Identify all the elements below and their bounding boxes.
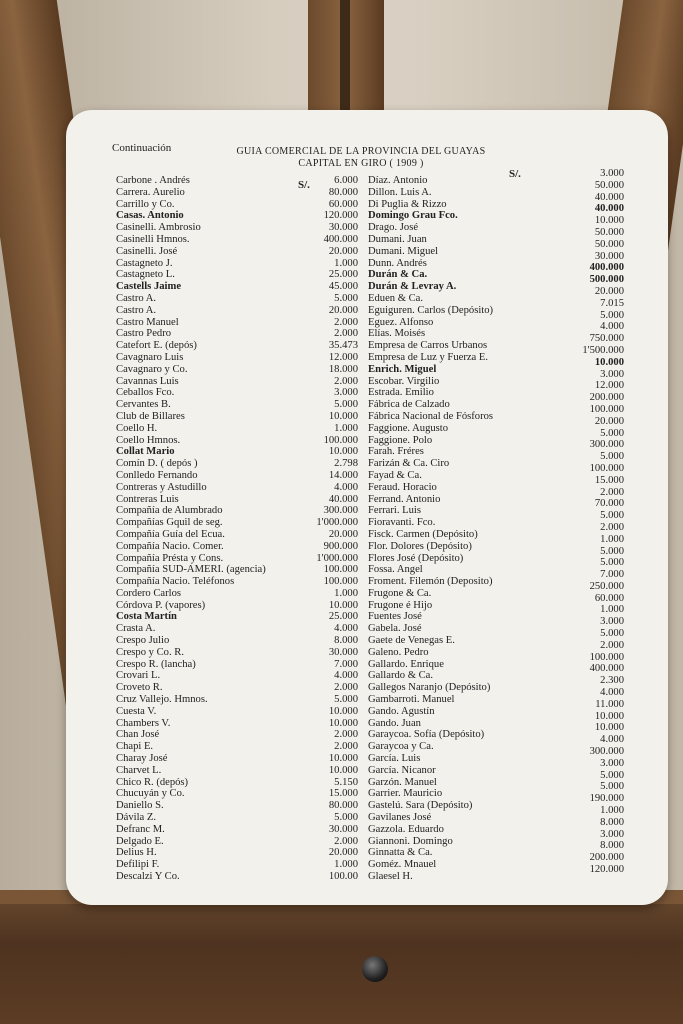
entry-name: Coello Hmnos. [116, 434, 181, 446]
entry-value: 15.000 [328, 788, 358, 800]
entry-name: Gallardo. Enrique [368, 658, 444, 670]
entry-value: 80.000 [328, 800, 358, 812]
entry-name: Casinelli. Ambrosio [116, 222, 201, 234]
column-2-values [550, 168, 624, 876]
entry-value: 120.000 [323, 210, 358, 222]
entry-value: 5.000 [600, 510, 624, 522]
entry-value: 10.000 [328, 764, 358, 776]
entry-name: Eguez. Alfonso [368, 316, 434, 328]
entry-value: 1.000 [334, 422, 358, 434]
entry-value: 300.000 [589, 746, 624, 758]
entry-value: 40.000 [328, 493, 358, 505]
entry-name: Ceballos Fco. [116, 387, 175, 399]
column-1-values [298, 175, 358, 883]
entry-value: 25.000 [328, 269, 358, 281]
entry-value: 5.000 [334, 694, 358, 706]
entry-value: 45.000 [328, 281, 358, 293]
entry-value: 1'500.000 [582, 344, 624, 356]
entry-value: 3.000 [600, 616, 624, 628]
entry-value: 5.000 [600, 557, 624, 569]
entry-value: 2.000 [334, 328, 358, 340]
entry-value: 400.000 [589, 262, 624, 274]
entry-value: 5.000 [334, 399, 358, 411]
entry-name: Compañía Préstа y Cons. [116, 552, 224, 564]
entry-value: 100.000 [589, 462, 624, 474]
entry-value: 50.000 [594, 238, 624, 250]
entry-value: 5.000 [600, 309, 624, 321]
entry-value: 900.000 [323, 540, 358, 552]
entry-name: Carrera. Aurelio [116, 186, 185, 198]
entry-value: 5.000 [600, 451, 624, 463]
entry-value: 1.000 [334, 587, 358, 599]
entry-value: 10.000 [328, 753, 358, 765]
entry-value: 7.000 [600, 569, 624, 581]
entry-value: 100.000 [323, 564, 358, 576]
entry-name: Compañía de Alumbrado [116, 505, 223, 517]
entry-value: 20.000 [328, 528, 358, 540]
entry-name: Descalzi Y Co. [116, 871, 180, 883]
entry-value: 35.473 [328, 340, 358, 352]
entry-name: Ferrand. Antonio [368, 493, 441, 505]
entry-name: Fábrica de Calzado [368, 399, 450, 411]
column-1-names [116, 175, 306, 883]
entry-value: 4.000 [600, 321, 624, 333]
entry-value: 7.000 [334, 658, 358, 670]
entry-value: 8.000 [600, 816, 624, 828]
entry-name: Chucuyán y Co. [116, 788, 185, 800]
entry-name: Dávila Z. [116, 812, 157, 824]
entry-value: 2.000 [334, 729, 358, 741]
entry-name: Castro Pedro [116, 328, 172, 340]
entry-name: Gando. Agustín [368, 705, 435, 717]
entry-name: Domingo Grau Fco. [368, 210, 458, 222]
entry-value: 2.000 [334, 375, 358, 387]
entry-name: Crovari L. [116, 670, 161, 682]
entry-name: Goméz. Mnauel [368, 859, 437, 871]
entry-name: Cervantes B. [116, 399, 171, 411]
entry-name: Charvet L. [116, 764, 162, 776]
entry-value: 10.000 [594, 215, 624, 227]
entry-name: Castagneto J. [116, 257, 173, 269]
entry-name: Gando. Juan [368, 717, 421, 729]
entry-name: Gallardo & Ca. [368, 670, 434, 682]
easel-shelf [0, 890, 683, 1024]
entry-name: Collat Mario [116, 446, 175, 458]
board-title-line-2: CAPITAL EN GIRO ( 1909 ) [298, 158, 424, 169]
entry-name: Fayad & Ca. [368, 469, 422, 481]
entry-value: 5.000 [600, 427, 624, 439]
entry-name: Faggione. Polo [368, 434, 433, 446]
entry-name: Froment. Filemón (Deposito) [368, 576, 493, 588]
entry-name: Gavilanes José [368, 812, 432, 824]
entry-value: 10.000 [328, 599, 358, 611]
entry-name: Durán & Levray A. [368, 281, 457, 293]
entry-name: Fábrica Nacional de Fósforos [368, 410, 494, 422]
entry-value: 40.000 [594, 191, 624, 203]
entry-value: 12.000 [328, 351, 358, 363]
entry-value: 4.000 [334, 670, 358, 682]
entry-name: Cavannas Luis [116, 375, 179, 387]
entry-name: Fisck. Carmen (Depósito) [368, 528, 478, 540]
entry-name: Fioravanti. Fco. [368, 517, 436, 529]
entry-name: Contreras y Astudillo [116, 481, 207, 493]
entry-value: 400.000 [589, 663, 624, 675]
entry-value: 10.000 [328, 717, 358, 729]
entry-value: 5.000 [334, 812, 358, 824]
entry-value: 300.000 [323, 505, 358, 517]
entry-name: Fossa. Angel [368, 564, 423, 576]
entry-value: 4.000 [600, 734, 624, 746]
entry-value: 5.000 [600, 769, 624, 781]
entry-value: 10.000 [594, 356, 624, 368]
entry-value: 30.000 [328, 646, 358, 658]
entry-value: 11.000 [595, 698, 624, 710]
entry-name: Conlledo Fernando [116, 469, 198, 481]
entry-value: 400.000 [323, 233, 358, 245]
entry-name: Costa Martín [116, 611, 177, 623]
directory-board [66, 110, 668, 905]
entry-value: 3.000 [600, 757, 624, 769]
entry-name: Castro Manuel [116, 316, 179, 328]
easel-knob [362, 956, 388, 982]
entry-value: 40.000 [594, 203, 624, 215]
entry-name: Dumani. Miguel [368, 245, 439, 257]
entry-name: Crespo R. (lancha) [116, 658, 196, 670]
entry-value: 8.000 [600, 840, 624, 852]
entry-value: 30.000 [594, 250, 624, 262]
board-title-line-1: GUIA COMERCIAL DE LA PROVINCIA DEL GUAYAS [236, 146, 486, 157]
entry-name: Flores José (Depósito) [368, 552, 464, 564]
entry-name: Cordero Carlos [116, 587, 182, 599]
entry-name: Casinelli. José [116, 245, 178, 257]
entry-name: Carrillo y Co. [116, 198, 175, 210]
entry-name: Galeno. Pedro [368, 646, 429, 658]
entry-name: Enrich. Miguel [368, 363, 437, 375]
entry-value: 2.000 [334, 741, 358, 753]
entry-name: Compañía Nacio. Comer. [116, 540, 224, 552]
entry-name: Empresa de Carros Urbanos [368, 340, 488, 352]
entry-name: Garaycoa y Ca. [368, 741, 434, 753]
entry-value: 500.000 [589, 274, 624, 286]
entry-value: 20.000 [594, 285, 624, 297]
entry-name: Gaete de Venegas E. [368, 635, 455, 647]
entry-value: 2.798 [334, 458, 358, 470]
entry-name: Compañía Guía del Ecua. [116, 528, 225, 540]
entry-value: 120.000 [589, 864, 624, 876]
entry-name: Chapi E. [116, 741, 154, 753]
entry-value: 2.000 [600, 486, 624, 498]
entry-value: 190.000 [589, 793, 624, 805]
entry-name: Estrada. Emilio [368, 387, 434, 399]
entry-value: 4.000 [334, 623, 358, 635]
currency-label-left: S/. [298, 179, 310, 191]
entry-name: Dumani. Juan [368, 233, 427, 245]
entry-value: 25.000 [328, 611, 358, 623]
entry-value: 1.000 [334, 859, 358, 871]
entry-name: Farizán & Ca. Ciro [368, 458, 450, 470]
entry-value: 14.000 [328, 469, 358, 481]
entry-name: Chico R. (depós) [116, 776, 189, 788]
entry-value: 2.000 [600, 639, 624, 651]
entry-name: Catefort E. (depós) [116, 340, 197, 352]
entry-name: Crasta A. [116, 623, 156, 635]
entry-value: 100.00 [328, 871, 358, 883]
entry-name: Dillon. Luis A. [368, 186, 432, 198]
entry-name: Chan José [116, 729, 160, 741]
entry-name: Glaesel H. [368, 871, 413, 883]
entry-name: Chambers V. [116, 717, 171, 729]
entry-name: Defranc M. [116, 823, 165, 835]
entry-value: 80.000 [328, 186, 358, 198]
column-2-names [368, 175, 558, 883]
entry-value: 100.000 [323, 434, 358, 446]
entry-name: Durán & Ca. [368, 269, 428, 281]
entry-name: Castro A. [116, 304, 157, 316]
entry-name: Feraud. Horacio [368, 481, 437, 493]
entry-value: 3.000 [600, 368, 624, 380]
entry-name: Eguiguren. Carlos (Depósito) [368, 304, 494, 316]
entry-name: Compañía SUD-AMERI. (agencia) [116, 564, 266, 576]
entry-name: Dunn. Andrés [368, 257, 427, 269]
entry-name: Delgado E. [116, 835, 164, 847]
entry-name: Flor. Dolores (Depósito) [368, 540, 472, 552]
entry-name: Faggione. Augusto [368, 422, 449, 434]
board-title [226, 146, 496, 170]
entry-name: Drago. José [368, 222, 419, 234]
entry-value: 1.000 [334, 257, 358, 269]
entry-value: 10.000 [594, 722, 624, 734]
entry-value: 2.000 [334, 835, 358, 847]
entry-value: 1.000 [600, 533, 624, 545]
entry-value: 15.000 [594, 474, 624, 486]
entry-value: 5.000 [600, 781, 624, 793]
entry-name: Comín D. ( depós ) [116, 458, 198, 470]
entry-name: Coello H. [116, 422, 158, 434]
entry-name: Díaz. Antonio [368, 175, 428, 186]
entry-name: Carbone . Andrés [116, 175, 190, 186]
entry-value: 4.000 [600, 687, 624, 699]
entry-value: 100.000 [323, 576, 358, 588]
entry-value: 200.000 [589, 392, 624, 404]
entry-name: Charay José [116, 753, 168, 765]
entry-value: 10.000 [328, 705, 358, 717]
entry-name: Frugone & Ca. [368, 587, 432, 599]
entry-name: Gastelú. Sara (Depósito) [368, 800, 473, 812]
entry-value: 5.000 [600, 545, 624, 557]
entry-name: Crespo Julio [116, 635, 170, 647]
entry-name: Compañía Nacio. Teléfonos [116, 576, 235, 588]
entry-name: Gallegos Naranjo (Depósito) [368, 682, 491, 694]
entry-name: García. Luis [368, 753, 421, 765]
entry-value: 50.000 [594, 226, 624, 238]
entry-value: 3.000 [600, 168, 624, 179]
entry-name: Compañías Gquil de seg. [116, 517, 223, 529]
entry-name: Castro A. [116, 292, 157, 304]
entry-name: Garrier. Mauricio [368, 788, 443, 800]
entry-name: Contreras Luis [116, 493, 179, 505]
entry-name: Elías. Moisés [368, 328, 426, 340]
entry-value: 2.000 [600, 521, 624, 533]
entry-name: Empresa de Luz y Fuerza E. [368, 351, 489, 363]
entry-name: Cruz Vallejo. Hmnos. [116, 694, 208, 706]
entry-name: Crespo y Co. R. [116, 646, 184, 658]
entry-name: Club de Billares [116, 410, 185, 422]
entry-value: 100.000 [589, 651, 624, 663]
entry-value: 10.000 [594, 710, 624, 722]
entry-name: Casas. Antonio [116, 210, 184, 222]
entry-value: 18.000 [328, 363, 358, 375]
entry-value: 30.000 [328, 823, 358, 835]
entry-value: 2.300 [600, 675, 624, 687]
entry-value: 200.000 [589, 852, 624, 864]
entry-value: 12.000 [594, 380, 624, 392]
entry-value: 1.000 [600, 604, 624, 616]
entry-name: Garaycoa. Sofía (Depósito) [368, 729, 485, 741]
entry-name: Croveto R. [116, 682, 163, 694]
entry-value: 60.000 [594, 592, 624, 604]
entry-value: 1.000 [600, 805, 624, 817]
entry-name: Delius H. [116, 847, 157, 859]
entry-value: 2.000 [334, 682, 358, 694]
entry-name: Defilipi F. [116, 859, 160, 871]
entry-name: Gabela. José [368, 623, 422, 635]
entry-name: Ginnatta & Ca. [368, 847, 433, 859]
entry-name: Cavagnaro y Co. [116, 363, 188, 375]
entry-value: 10.000 [328, 410, 358, 422]
entry-value: 300.000 [589, 439, 624, 451]
entry-value: 1'000.000 [316, 517, 358, 529]
entry-value: 3.000 [334, 387, 358, 399]
entry-name: Gambarroti. Manuel [368, 694, 455, 706]
entry-name: Cavagnaro Luis [116, 351, 184, 363]
entry-name: Ferrari. Luis [368, 505, 421, 517]
entry-name: Giannoni. Domingo [368, 835, 453, 847]
continuation-label: Continuación [112, 142, 172, 154]
entry-value: 3.000 [600, 828, 624, 840]
entry-value: 10.000 [328, 446, 358, 458]
entry-name: Castagneto L. [116, 269, 175, 281]
entry-value: 70.000 [594, 498, 624, 510]
entry-value: 20.000 [328, 847, 358, 859]
entry-value: 5.000 [600, 628, 624, 640]
entry-name: Eduen & Ca. [368, 292, 424, 304]
entry-value: 30.000 [328, 222, 358, 234]
currency-label-right: S/. [509, 168, 521, 180]
entry-value: 7.015 [600, 297, 624, 309]
entry-name: Castells Jaime [116, 281, 182, 293]
entry-name: Daniello S. [116, 800, 164, 812]
entry-name: Escobar. Virgilio [368, 375, 440, 387]
entry-value: 8.000 [334, 635, 358, 647]
entry-name: García. Nicanor [368, 764, 436, 776]
entry-value: 6.000 [334, 175, 358, 186]
entry-value: 2.000 [334, 316, 358, 328]
entry-value: 60.000 [328, 198, 358, 210]
entry-name: Di Puglia & Rizzo [368, 198, 447, 210]
entry-value: 20.000 [328, 304, 358, 316]
entry-value: 20.000 [594, 415, 624, 427]
entry-name: Gazzola. Eduardo [368, 823, 444, 835]
entry-value: 100.000 [589, 403, 624, 415]
entry-value: 1'000.000 [316, 552, 358, 564]
entry-value: 5.000 [334, 292, 358, 304]
entry-value: 20.000 [328, 245, 358, 257]
entry-name: Casinelli Hmnos. [116, 233, 190, 245]
entry-name: Garzón. Manuel [368, 776, 437, 788]
entry-value: 4.000 [334, 481, 358, 493]
entry-name: Frugone é Hijo [368, 599, 433, 611]
entry-value: 5.150 [334, 776, 358, 788]
entry-value: 50.000 [594, 179, 624, 191]
entry-name: Córdova P. (vapores) [116, 599, 206, 611]
entry-name: Cuesta V. [116, 705, 157, 717]
entry-value: 750.000 [589, 333, 624, 345]
entry-value: 250.000 [589, 580, 624, 592]
entry-name: Farah. Fréres [368, 446, 424, 458]
entry-name: Fuentes José [368, 611, 422, 623]
